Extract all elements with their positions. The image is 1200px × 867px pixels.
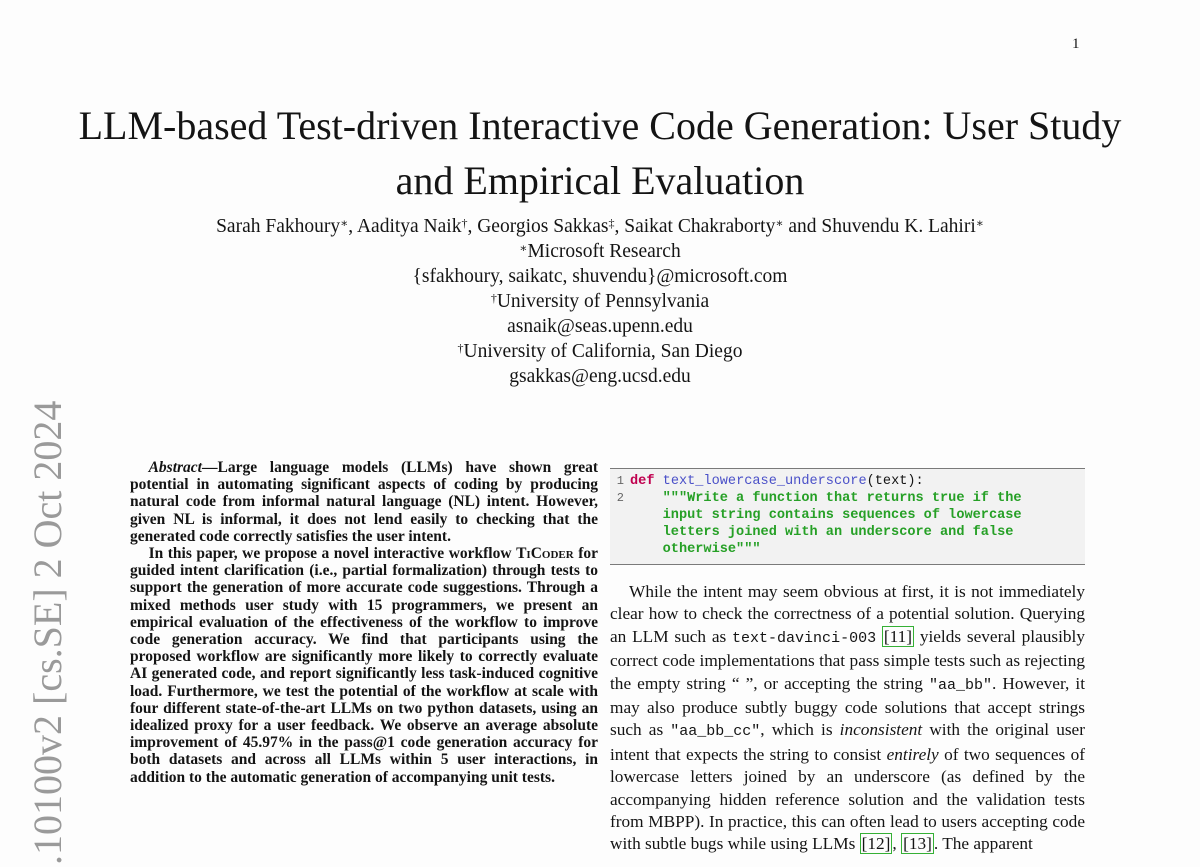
emphasis: entirely bbox=[886, 744, 939, 764]
body-text: yields several plausibly correct code implementations that pass simple tests such as rejecting the empty string “ ”, or accepting the string bbox=[610, 626, 1085, 693]
author-list bbox=[100, 214, 1100, 239]
body-text: While the intent may seem obvious at first, it is not immediately clear how to check the correctness of a potential solution. Querying an LLM such as bbox=[610, 582, 1085, 646]
affiliation-email: {sfakhoury, saikatc, shuvendu}@microsoft.com bbox=[412, 266, 788, 287]
emphasis: inconsistent bbox=[839, 720, 923, 740]
author-name: Aaditya Naik bbox=[356, 216, 462, 237]
affiliation-mark: † bbox=[490, 291, 497, 305]
code-line-number: 2 bbox=[616, 491, 624, 505]
code-docstring-line bbox=[624, 490, 1022, 507]
author-name: Saikat Chakraborty bbox=[624, 216, 776, 237]
code-line bbox=[610, 507, 1085, 524]
page-number: 1 bbox=[1072, 36, 1080, 52]
abstract-column bbox=[130, 459, 598, 786]
abstract-paragraph-1 bbox=[130, 459, 598, 545]
code-line bbox=[610, 490, 1085, 507]
code-line bbox=[610, 524, 1085, 541]
code-line bbox=[610, 473, 1085, 490]
author-name: Georgios Sakkas bbox=[477, 216, 609, 237]
affiliation-mark: † bbox=[457, 341, 464, 355]
author-separator: and bbox=[783, 216, 822, 237]
author-name: Shuvendu K. Lahiri bbox=[821, 216, 976, 237]
code-line-number: 1 bbox=[616, 474, 624, 488]
paper-title: LLM-based Test-driven Interactive Code Generation: User Study and Empirical Evaluation bbox=[78, 103, 1122, 203]
body-text: . However, it may also produce subtly buggy code solutions that accept strings such as bbox=[610, 673, 1085, 740]
author-mark: ∗ bbox=[775, 216, 784, 230]
docstring-text: input string contains sequences of lowercase bbox=[662, 508, 1022, 523]
affiliation-mark: ∗ bbox=[519, 241, 528, 255]
author-mark: ∗ bbox=[340, 216, 349, 230]
body-text: with the original user intent that expects the string to consist bbox=[610, 720, 1085, 764]
affiliation-name: Microsoft Research bbox=[527, 241, 681, 262]
author-block bbox=[100, 214, 1100, 389]
inline-code: text-davinci-003 bbox=[732, 629, 877, 647]
body-text: , which is bbox=[760, 720, 840, 740]
author-name: Sarah Fakhoury bbox=[216, 216, 341, 237]
code-line-number-empty bbox=[610, 524, 624, 541]
abstract-text: for guided intent clarification (i.e., partial formalization) through tests to support the generation of more accurate code suggestions. Through a mixed methods user study with 15 programmers, we present an empirical evaluation of the effectiveness of the workflow to improve code generation accuracy. We find that participants using the proposed workflow are significantly more likely to correctly evaluate AI generated code, and report significantly less task-induced cognitive load. Furthermore, we test the potential of the workflow at scale with four different state-of-the-art LLMs on two python datasets, using an idealized proxy for a user feedback. We observe an average absolute improvement of 45.97% in the pass@1 code generation accuracy for both datasets and across all LLMs within 5 user interactions, in addition to the automatic generation of accompanying unit tests. bbox=[130, 545, 598, 786]
affiliation-email: gsakkas@eng.ucsd.edu bbox=[509, 366, 691, 387]
affiliation-name: University of Pennsylvania bbox=[496, 291, 710, 312]
code-line bbox=[610, 541, 1085, 558]
code-line-number-empty bbox=[610, 541, 624, 558]
citation-link[interactable]: [11] bbox=[883, 626, 913, 646]
code-docstring-line bbox=[624, 524, 1013, 541]
tool-name: TiCoder bbox=[516, 545, 574, 563]
docstring-text: otherwise""" bbox=[662, 542, 761, 557]
author-mark: ∗ bbox=[975, 216, 984, 230]
inline-code: "aa_bb" bbox=[928, 676, 992, 694]
affiliation-name: University of California, San Diego bbox=[463, 341, 743, 362]
body-text: . The apparent bbox=[933, 834, 1033, 854]
affiliation-line bbox=[100, 239, 1100, 264]
arxiv-identifier-stamp: .10100v2 [cs.SE] 2 Oct 2024 bbox=[25, 400, 70, 865]
body-text: of two sequences of lowercase letters joined by an underscore (as defined by the accompanying hidden reference solution and the validation tests from MBPP). In practice, this can often lead to users accepting code with subtle bugs while using LLMs bbox=[610, 744, 1085, 854]
affiliation-line bbox=[100, 339, 1100, 364]
citation-link[interactable]: [13] bbox=[903, 834, 932, 854]
author-mark: † bbox=[461, 216, 468, 230]
code-docstring-line bbox=[624, 541, 761, 558]
abstract-text: In this paper, we propose a novel interactive workflow bbox=[148, 545, 517, 563]
docstring-text: """Write a function that returns true if the bbox=[662, 491, 1022, 506]
affiliation-line bbox=[100, 289, 1100, 314]
code-keyword: def bbox=[630, 474, 655, 489]
code-function-name: text_lowercase_underscore bbox=[662, 474, 867, 489]
body-paragraph bbox=[610, 581, 1085, 856]
abstract-label: Abstract bbox=[148, 459, 202, 476]
abstract-dash: — bbox=[202, 459, 218, 476]
code-listing bbox=[610, 468, 1085, 565]
citation-link[interactable]: [12] bbox=[861, 834, 891, 854]
affiliation-email: asnaik@seas.upenn.edu bbox=[507, 316, 693, 337]
code-text bbox=[624, 473, 924, 490]
abstract-paragraph-2 bbox=[130, 545, 598, 786]
code-docstring-line bbox=[624, 507, 1022, 524]
docstring-text: letters joined with an underscore and false bbox=[662, 525, 1014, 540]
body-column bbox=[610, 468, 1085, 856]
author-separator: , bbox=[614, 216, 625, 237]
author-separator: , bbox=[348, 216, 357, 237]
code-line-number-empty bbox=[610, 507, 624, 524]
inline-code: "aa_bb_cc" bbox=[670, 723, 761, 741]
code-args: (text): bbox=[866, 474, 924, 489]
abstract-text: Large language models (LLMs) have shown great potential in automating significant aspects of coding by producing natural code from informal natural language (NL) intent. However, given NL is informal, it does not lend easily to checking that the generated code correctly satisfies the user intent. bbox=[130, 459, 598, 545]
author-mark: ‡ bbox=[608, 216, 615, 230]
author-separator: , bbox=[467, 216, 478, 237]
citation-separator: , bbox=[892, 834, 902, 854]
